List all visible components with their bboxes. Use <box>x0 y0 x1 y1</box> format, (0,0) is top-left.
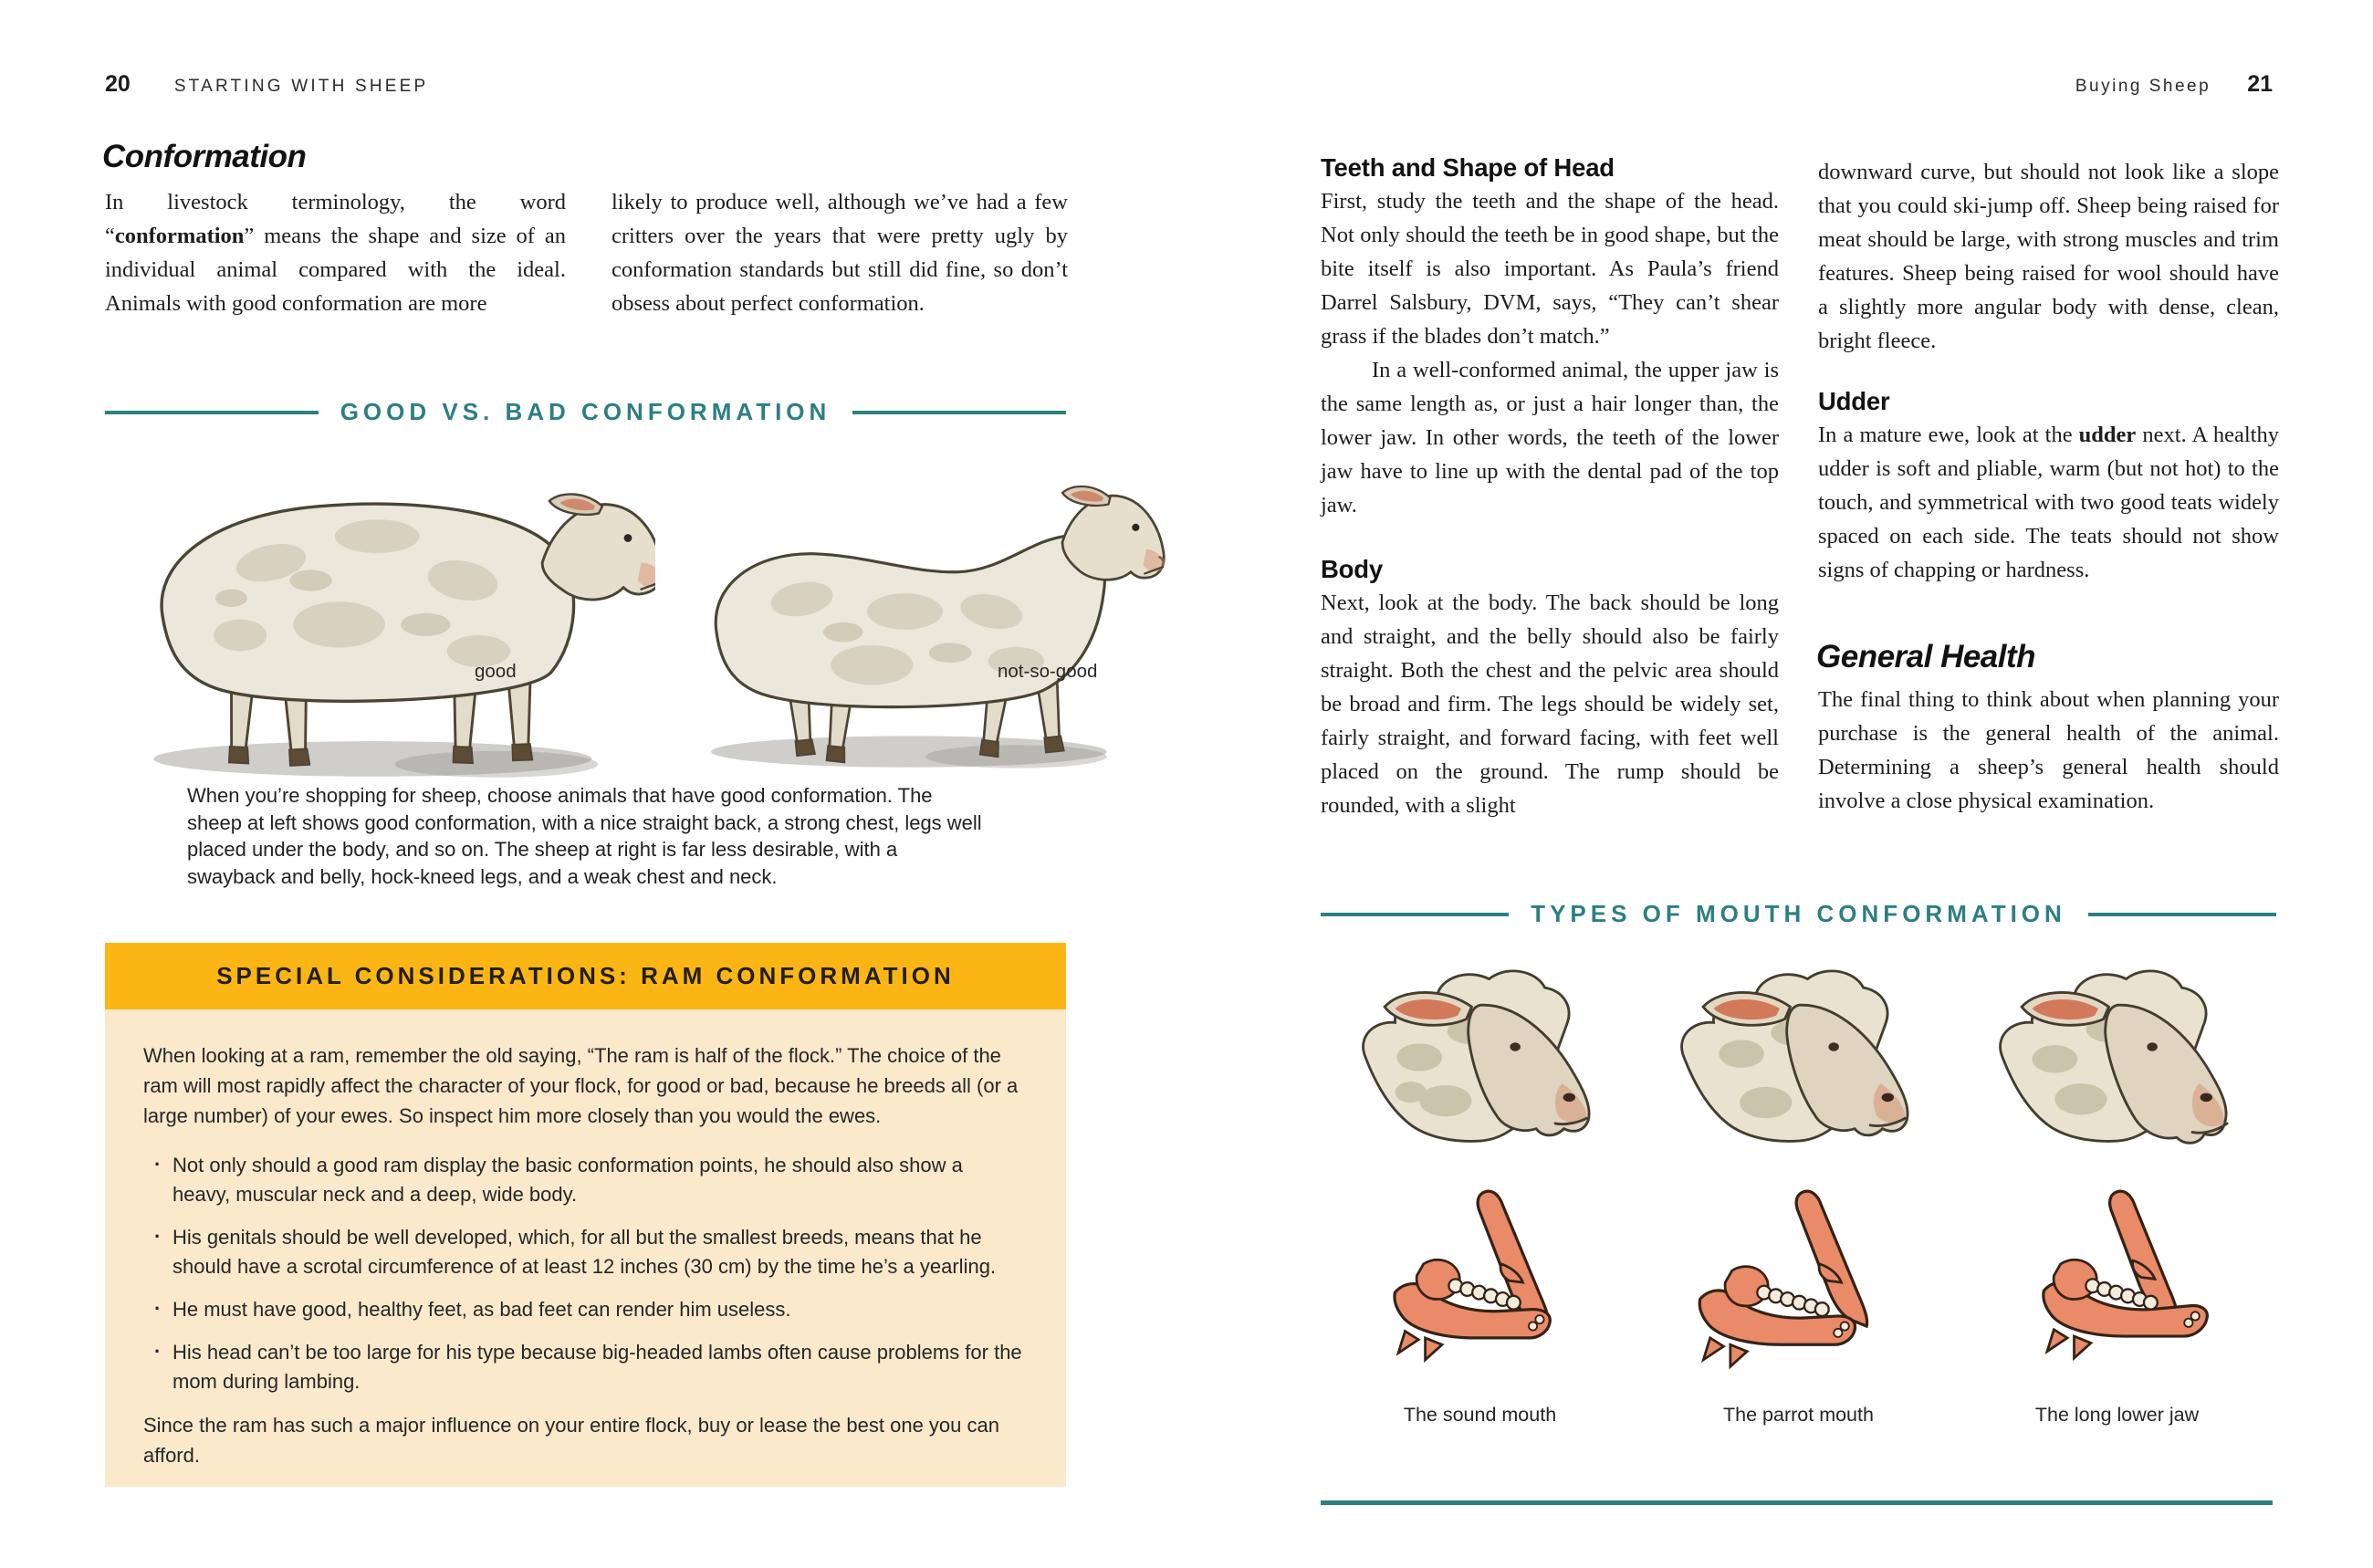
sheep-head-illustration <box>1667 953 1931 1179</box>
sheep-head-illustration <box>1348 953 1613 1179</box>
heading-rule-left <box>1321 913 1509 916</box>
body-text <box>1321 586 1779 822</box>
bullet-marker: · <box>154 1297 162 1320</box>
bullet-text: His head can’t be too large for his type because big-headed lambs often cause problems for the mom during lambing. <box>172 1341 1022 1393</box>
heading-general-health: General Health <box>1816 639 2036 674</box>
body-continued-paragraph: downward curve, but should not look like a slope that you could ski-jump off. Sheep being raised for meat should be large, with strong muscles and trim features. Sheep being raised for wool should have a slightly more angular body with dense, clean, bright fleece. <box>1818 160 2279 353</box>
jaw-diagram-long-lower <box>2010 1186 2224 1380</box>
running-title-left: STARTING WITH SHEEP <box>173 77 429 96</box>
udder-text <box>1818 418 2279 587</box>
sidebar-bullet <box>143 1338 1022 1396</box>
sheep-not-so-good-illustration <box>662 436 1173 787</box>
running-title-right: Buying Sheep <box>2075 77 2211 96</box>
mouth-caption-parrot: The parrot mouth <box>1723 1404 1874 1426</box>
figure-title: GOOD VS. BAD CONFORMATION <box>340 398 831 425</box>
intro-text-cont: ” means the shape and size of an individual animal compared with the ideal. Animals with good conformation are more <box>105 224 566 316</box>
intro-column-2 <box>612 185 1068 320</box>
heading-rule-right <box>2088 913 2276 916</box>
body-text-continued <box>1818 155 2279 358</box>
general-health-text <box>1818 683 2279 818</box>
heading-body: Body <box>1321 555 1383 583</box>
body-paragraph: Next, look at the body. The back should be long and straight, and the belly should also be fairly straight. Both the chest and the pelvic area should be broad and firm. The legs should be widely set, fairly straight, and forward facing, with feet well placed on the ground. The rump should be rounded, with a slight <box>1321 591 1779 818</box>
intro-paragraph-col1 <box>105 185 566 320</box>
bullet-text: His genitals should be well developed, which, for all but the smallest breeds, means that he should have a scrotal circumference of at least 12 inches (30 cm) by the time he’s a yearling. <box>172 1226 997 1278</box>
mouth-caption-sound: The sound mouth <box>1403 1404 1557 1426</box>
heading-rule-left <box>105 411 319 414</box>
figure-heading-mouth-types <box>1321 900 2276 928</box>
intro-bold-conformation: conformation <box>114 224 245 248</box>
label-not-so-good: not-so-good <box>998 661 1098 682</box>
page-bottom-rule <box>1321 1500 2273 1505</box>
ram-conformation-sidebar <box>105 943 1066 1487</box>
teeth-paragraph-1: First, study the teeth and the shape of the head. Not only should the teeth be in good shape, but the bite itself is also important. As Paula’s friend Darrel Salsbury, DVM, says, “They can’t shear grass if the blades don’t match.” <box>1321 189 1779 349</box>
bullet-marker: · <box>154 1340 162 1363</box>
mouth-figure-title: TYPES OF MOUTH CONFORMATION <box>1531 900 2066 927</box>
sidebar-title: SPECIAL CONSIDERATIONS: RAM CONFORMATION <box>216 962 955 989</box>
udder-text-pre: In a mature ewe, look at the <box>1818 423 2079 447</box>
label-good: good <box>475 661 517 682</box>
intro-paragraph-col2: likely to produce well, although we’ve had a few critters over the years that were pretty ugly by conformation standards but still did fine, so don’t obsess about perfect conformation. <box>612 190 1068 316</box>
sidebar-bullet <box>143 1223 1022 1281</box>
udder-paragraph <box>1818 418 2279 587</box>
mouth-caption-long-jaw: The long lower jaw <box>2034 1404 2200 1426</box>
figure-heading-good-vs-bad <box>105 398 1066 426</box>
figure-caption: When you’re shopping for sheep, choose animals that have good conformation. The sheep at left shows good conformation, with a nice straight back, a strong chest, legs well placed under the body, and so on. The sheep at right is far less desirable, with a swayback and belly, hock-kneed legs, and a weak chest and neck. <box>187 784 982 888</box>
sidebar-header-bar <box>105 943 1066 1009</box>
sheep-good-illustration <box>108 429 655 785</box>
bullet-marker: · <box>154 1225 162 1248</box>
section-title-conformation: Conformation <box>102 139 307 174</box>
teeth-text <box>1321 184 1779 522</box>
heading-udder: Udder <box>1818 387 1890 415</box>
intro-text: In livestock terminology, the word “ <box>105 190 566 248</box>
mouth-column-parrot <box>1639 953 1958 1427</box>
heading-teeth: Teeth and Shape of Head <box>1321 153 1615 182</box>
sidebar-bullet <box>143 1295 1022 1324</box>
jaw-diagram-sound <box>1373 1186 1587 1380</box>
mouth-column-long-jaw <box>1958 953 2276 1427</box>
sheep-head-illustration <box>1985 953 2250 1179</box>
intro-column-1 <box>105 185 566 320</box>
sidebar-outro: Since the ram has such a major influence on your entire flock, buy or lease the best one you can afford. <box>143 1414 999 1467</box>
bullet-text: Not only should a good ram display the basic conformation points, he should also show a heavy, muscular neck and a deep, wide body. <box>172 1154 963 1206</box>
udder-text-post: next. A healthy udder is soft and pliable, warm (but not hot) to the touch, and symmetrical with two good teats widely spaced on each side. The teats should not show signs of chapping or hardness. <box>1818 423 2279 582</box>
general-health-paragraph: The final thing to think about when planning your purchase is the general health of the animal. Determining a sheep’s general health should involve a close physical examination. <box>1818 687 2279 813</box>
jaw-diagram-parrot <box>1691 1186 1906 1380</box>
bullet-marker: · <box>154 1153 162 1176</box>
sidebar-intro: When looking at a ram, remember the old saying, “The ram is half of the flock.” The choice of the ram will most rapidly affect the character of your flock, for good or bad, because he breeds all (or a large number) of your ewes. So inspect him more closely than you would the ewes. <box>143 1044 1019 1127</box>
udder-bold: udder <box>2078 423 2137 447</box>
running-head-right <box>1953 71 2273 98</box>
bullet-text: He must have good, healthy feet, as bad feet can render him useless. <box>172 1298 791 1321</box>
sidebar-bullet-list <box>143 1151 1022 1396</box>
sidebar-bullet <box>143 1151 1022 1209</box>
sidebar-body <box>105 1009 1066 1487</box>
page-number-left: 20 <box>105 71 131 97</box>
teeth-paragraph-2: In a well-conformed animal, the upper jaw is the same length as, or just a hair longer than, the lower jaw. In other words, the teeth of the lower jaw have to line up with the dental pad of the top jaw. <box>1321 358 1779 517</box>
mouth-figure-row <box>1321 953 2276 1427</box>
mouth-column-sound <box>1321 953 1639 1427</box>
running-head-left <box>105 71 428 98</box>
heading-rule-right <box>852 411 1066 414</box>
page-number-right: 21 <box>2247 71 2273 97</box>
